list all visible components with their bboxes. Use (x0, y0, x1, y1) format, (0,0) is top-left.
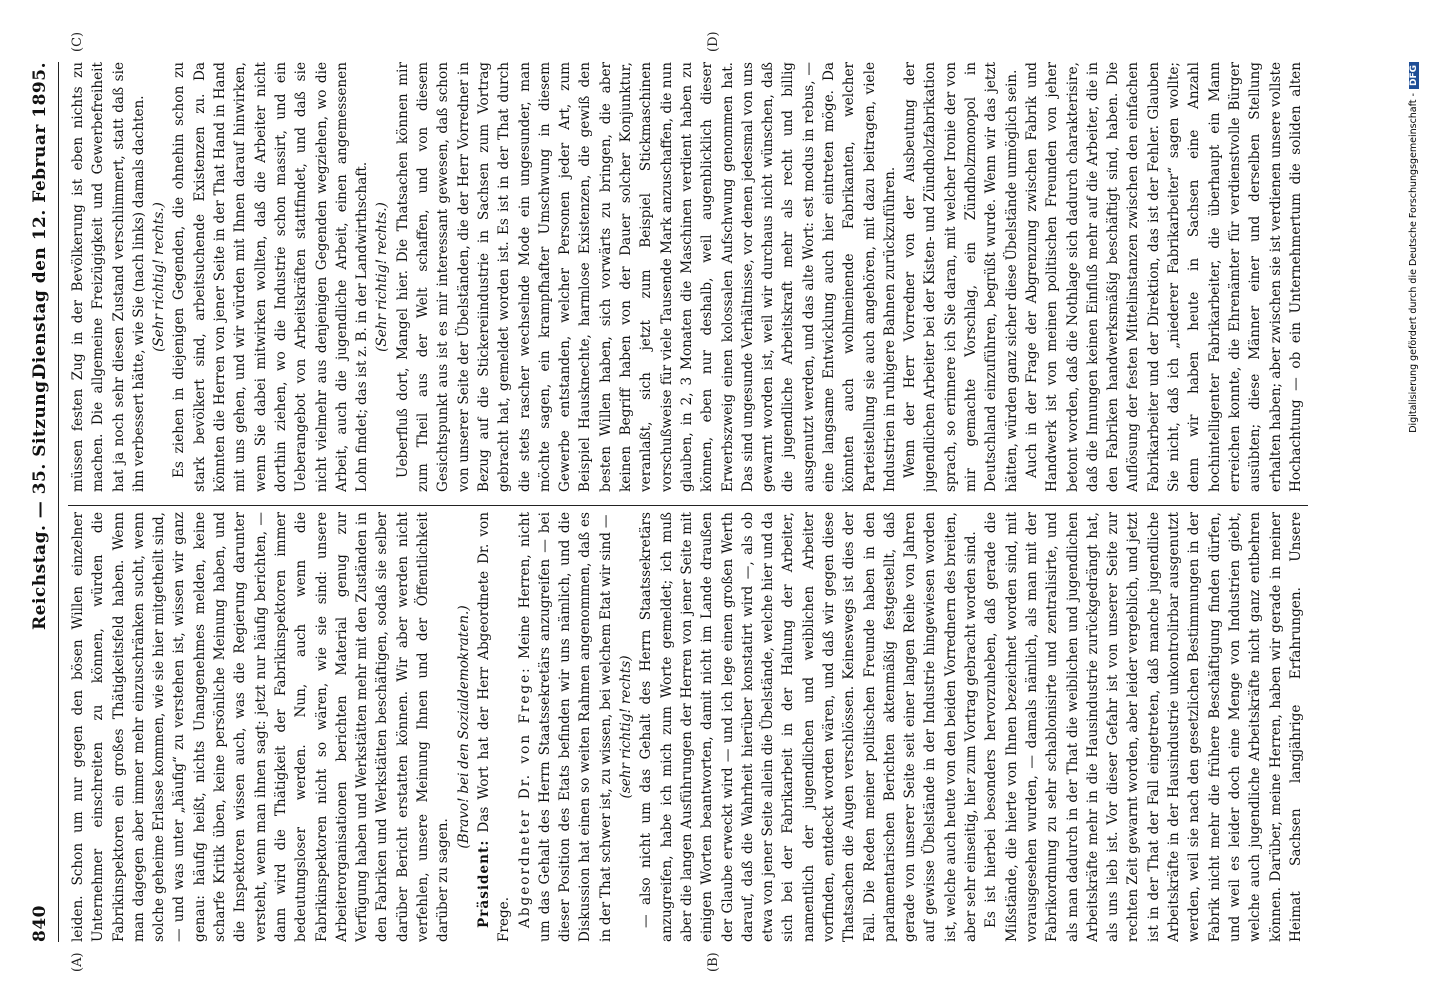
frege-statement (515, 512, 616, 942)
right-column (68, 62, 1308, 492)
margin-marker-a: (A) (70, 952, 85, 972)
page-number: 840 (30, 905, 50, 942)
right-paragraph-1: müssen festen Zug in der Bevölkerung ist eben nichts zu machen. Die allgemeine Freizügigkeit und Gewerbefreiheit hat ja noch sehr diesen Zustand verschlimmert, statt daß sie ihn verbessert hätte, wie Sie (nach links) damals dachten. (70, 62, 147, 492)
margin-marker-b: (B) (706, 952, 721, 972)
right-applause-1: (Sehr richtig! rechts.) (151, 202, 168, 352)
right-applause-2: (Sehr richtig! rechts.) (374, 202, 391, 352)
right-paragraph-5: Auch in der Frage der Abgrenzung zwischen Fabrik und Handwerk ist von meinen politischen Freunden von jeher betont worden, daß die Nothlage sich dadurch charakterisire, daß die Innungen keinen Einfluß mehr auf die Arbeiter, die in den Fabriken handwerksmäßig beschäftigt sind, haben. Die Auflösung der festen Mittelinstanzen zwischen den einfachen Fabrikarbeiter und der Direktion, das ist der Fehler. Glauben Sie nicht, daß ich „niederer Fabrikarbeiter“ sagen wollte; denn wir haben heute in Sachsen eine Anzahl hochintelligenter Fabrikarbeiter, die überhaupt ein Mann erreichen konnte, die Ehrenämter für verdienstvolle Bürger ausübten; diese Männer einer und derselben Stellung erhalten haben; aber zwischen sie ist verdienen unsere vollste Hochachtung — ob ein Unternehmertum die soliden alten (1023, 62, 1304, 492)
digitization-credit (1408, 62, 1419, 942)
dfg-logo: DFG (1409, 62, 1419, 89)
frege-label: Abgeordneter Dr. von Frege: (516, 666, 533, 928)
right-paragraph-4: Wenn der Herr Vorredner von der Ausbeutung der jugendlichen Arbeiter bei der Kisten- und Zündholzfabrikation sprach, so erinnere ich Sie daran, mit welcher Ironie der von mir gemachte Vorschlag, ein Zündholzmonopol in Deutschland einzuführen, begrüßt wurde. Wenn wir das jetzt hätten, würden ganz sicher diese Übelstände unmöglich sein. (902, 62, 1020, 492)
right-paragraph-3: Ueberfluß dort, Mangel hier. Die Thatsachen können mir zum Theil aus der Welt schaffen, und von diesem Gesichtspunkt aus ist es mir interessant gewesen, daß schon von unserer Seite der Übelständen, die der Herr Vorredner in Bezug auf die Stickereiindustrie in Sachsen zum Vortrag gebracht hat, gemeldet worden ist. Es ist in der That durch die stets rascher wechselnde Mode ein ungesunder, man möchte sagen, ein krampfhafter Umschwung in diesem Gewerbe entstanden, welcher Personen jeder Art, zum Beispiel Hausknechte, harmlose Existenzen, die gewiß den besten Willen haben, sich vorwärts zu bringen, die aber keinen Begriff haben von der Dauer solcher Konjunktur, veranlaßt, sich jetzt zum Beispiel Stickmaschinen vorschußweise für viele Tausende Mark anzuschaffen, die nun glauben, in 2, 3 Monaten die Maschinen verdient haben zu können, eben nur deshalb, weil augenblicklich dieser Erwerbszweig einen kolossalen Aufschwung genommen hat. Das sind ungesunde Verhältnisse, vor denen jedesmal von uns gewarnt worden ist, weil wir durchaus nicht wünschen, daß die jugendliche Arbeitskraft mehr als recht und billig ausgenutzt werden, und das alte Wort: est modus in rebus, — eine langsame Entwicklung auch hier eintreten möge. Da könnten auch wohlmeinende Fabrikanten, welcher Parteistellung sie auch angehören, mit dazu beitragen, viele Industrien in ruhigere Bahnen zurückzuführen. (394, 62, 898, 492)
left-paragraph-4: Es ist hierbei besonders hervorzuheben, daß gerade die Mißstände, die hierte von Ihnen bezeichnet worden sind, mit vorausgesehen wurden, — damals nämlich, als man mit der Fabrikordnung zu sehr schablonisirte und zentralisirte, und als man dadurch in der That die weiblichen und jugendlichen Arbeitskräfte mehr in die Hausindustrie zurückgedrängt hat, als uns lieb ist. Vor dieser Gefahr ist von unserer Seite zur rechten Zeit gewarnt worden, aber leider vergeblich, und jetzt ist in der That der Fall eingetreten, daß manche jugendliche Arbeitskräfte in der Hausindustrie unkontrolirbar ausgenutzt werden, weil sie nach den gesetzlichen Bestimmungen in der Fabrik nicht mehr die frühere Beschäftigung finden dürfen, und weil es leider doch eine Menge von Industrien giebt, welche auch jugendliche Arbeitskräfte nicht ganz entbehren können. Darüber, meine Herren, haben wir gerade in meiner Heimat Sachsen langjährige Erfahrungen. Unsere (983, 512, 1304, 942)
left-paragraph-2: Meine Herren, nicht um das Gehalt des Herrn Staatssekretärs anzugreifen — bei dieser Position des Etats befinden wir uns nämlich, und die Diskussion hat einen so weiten Rahmen angenommen, daß es in der That schwer ist, zu wissen, bei welchem Etat wir sind — (516, 512, 614, 942)
column-divider (68, 505, 1308, 506)
left-applause-2: (sehr richtig! rechts) (618, 655, 635, 799)
president-label: Präsident: (475, 839, 492, 928)
session-date: Dienstag den 12. Februar 1895. (30, 62, 50, 379)
margin-marker-c: (C) (70, 31, 85, 52)
president-statement (474, 512, 515, 942)
session-title: Reichstag. — 35. Sitzung. (30, 374, 50, 630)
left-applause-1: (Bravo! bei den Sozialdemokraten.) (455, 605, 472, 849)
margin-marker-d: (D) (706, 31, 721, 52)
header-rule (58, 62, 59, 942)
page-header (30, 62, 56, 942)
right-paragraph-2: Es ziehen in diejenigen Gegenden, die ohnehin schon zu stark bevölkert sind, arbeitsuchende Existenzen zu. Da könnten die Herren von jener Seite in der That Hand in Hand mit uns gehen, und wir würden mit Ihnen darauf hinwirken, wenn Sie dabei mitwirken wollten, daß die Arbeiter nicht dorthin ziehen, wo die Industrie schon massirt, und ein Ueberangebot von Arbeitskräften stattfindet, und daß sie nicht vielmehr aus denjenigen Gegenden wegziehen, wo die Arbeit, auch die jugendliche Arbeit, einen angemessenen Lohn findet; das ist z. B. in der Landwirthschaft. (171, 62, 371, 492)
left-column (68, 512, 1308, 942)
left-paragraph-3: — also nicht um das Gehalt des Herrn Staatssekretärs anzugreifen, habe ich mich zum Worte gemeldet; ich muß aber die langen Ausführungen der Herren von jener Seite mit einigen Worten beantworten, damit nicht im Lande draußen der Glaube erweckt wird — und ich lege einen großen Werth darauf, daß die Wahrheit hierüber konstatirt wird —, als ob etwa von jener Seite allein die Übelstände, welche hier und da sich bei der Fabrikarbeit in der Haltung der Arbeiter, namentlich der jugendlichen und weiblichen Arbeiter vorfinden, entdeckt worden wären, und daß wir gegen diese Thatsachen die Augen verschlössen. Keineswegs ist dies der Fall. Die Reden meiner politischen Freunde haben in den parlamentarischen Berichten aktenmäßig festgestellt, daß gerade von unserer Seite seit einer langen Reihe von Jahren auf gewisse Übelstände in der Industrie hingewiesen worden ist, welche auch heute von den beiden Vorrednern des breiten, aber sehr einseitig, hier zum Vortrag gebracht worden sind. (638, 512, 980, 942)
left-paragraph-1: leiden. Schon um nur gegen den bösen Willen einzelner Unternehmer einschreiten zu können, würden die Fabrikinspektoren ein großes Thätigkeitsfeld haben. Wenn man dagegen aber immer mehr einzuschränken sucht, wenn solche geheime Erlasse kommen, wie sie hier mitgetheilt sind, — und was unter „häufig“ zu verstehen ist, wissen wir ganz genau: häufig heißt, nichts Unangenehmes melden, keine scharfe Kritik üben, keine persönliche Meinung haben, und die Inspektoren wissen auch, was die Regierung darunter versteht, wenn man ihnen sagt: jetzt nur häufig berichten, — dann wird die Thätigkeit der Fabrikinspektoren immer bedeutungsloser werden. Nun, auch wenn die Fabrikinspektoren nicht so wären, wie sie sind: unsere Arbeiterorganisationen berichten Material genug zur Verfügung haben und Werkstätten mehr mit den Zuständen in den Fabriken und Werkstätten beschäftigen, sodaß sie selber darüber Bericht erstatten können. Wir aber werden nicht verfehlen, unsere Meinung Ihnen und der Öffentlichkeit darüber zu sagen. (70, 512, 452, 942)
credit-text: Digitalisierung gefördert durch die Deutsche Forschungsgemeinschaft - (1408, 93, 1419, 433)
president-text: Das Wort hat der Herr Abgeordnete Dr. von Frege. (475, 512, 513, 942)
